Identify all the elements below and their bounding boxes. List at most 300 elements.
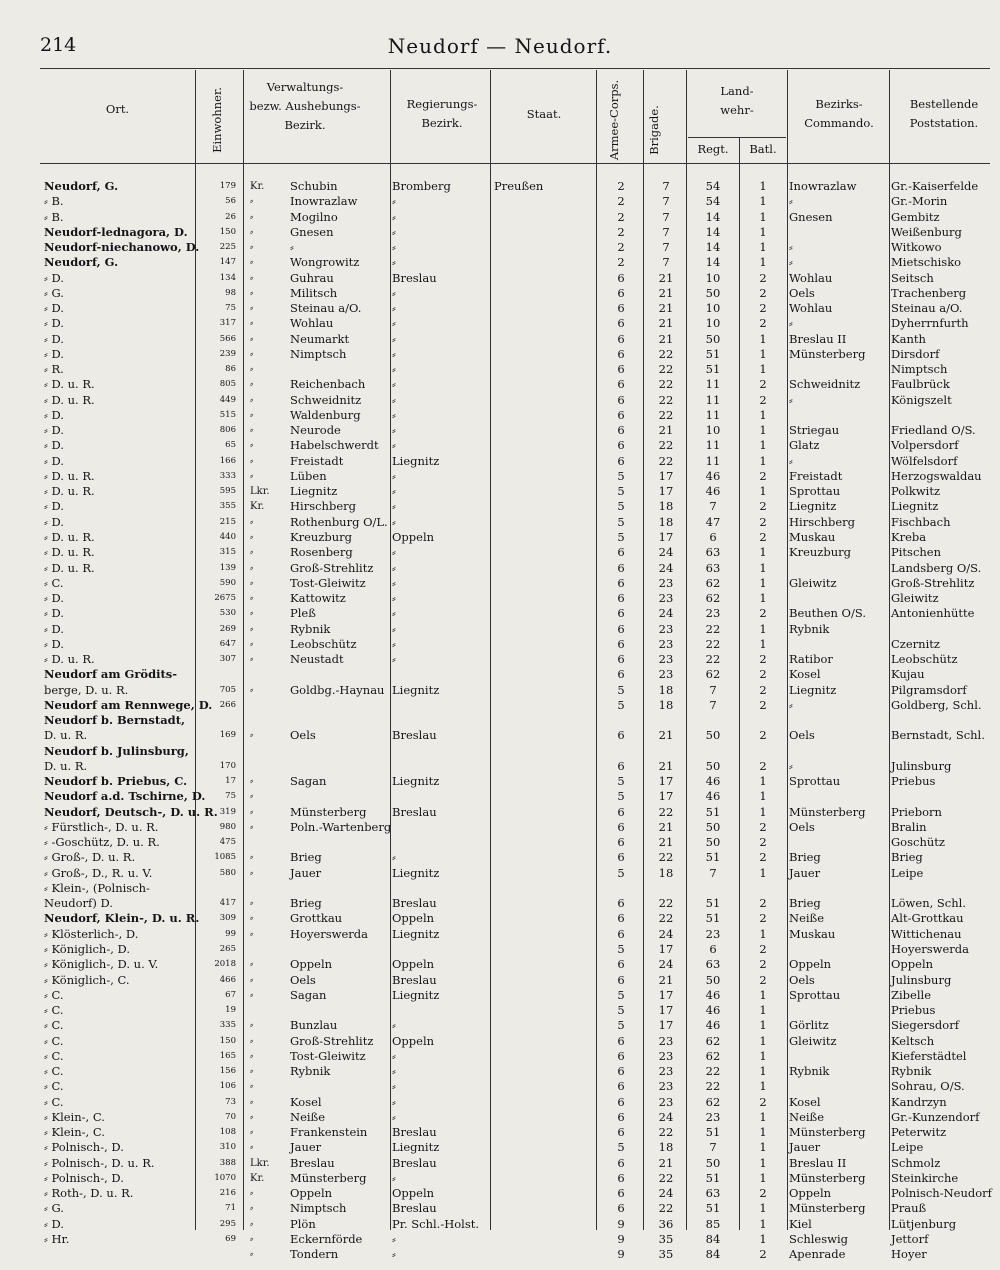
- cell-bt: 1: [759, 209, 767, 224]
- cell-ak: 5: [617, 1018, 625, 1033]
- cell-rg: ⸗: [392, 636, 396, 651]
- cell-ps: Königszelt: [891, 392, 952, 407]
- cell-bz: Eckernförde: [290, 1231, 363, 1246]
- cell-ew: 417: [219, 898, 236, 909]
- cell-ew: 265: [219, 944, 236, 954]
- cell-bc: Neiße: [789, 1109, 825, 1124]
- header-landwehr-2: wehr-: [720, 103, 754, 117]
- cell-ak: 2: [617, 209, 625, 224]
- cell-ab: ⸗: [250, 791, 254, 803]
- cell-rg: ⸗: [392, 499, 396, 514]
- cell-bz: Schweidnitz: [290, 392, 362, 407]
- cell-bc: Kiel: [789, 1216, 812, 1231]
- cell-bz: Sagan: [290, 774, 327, 789]
- cell-ak: 6: [617, 606, 625, 621]
- cell-bg: 17: [658, 484, 674, 499]
- cell-bz: Habelschwerdt: [290, 438, 379, 453]
- cell-bc: Neiße: [789, 911, 825, 926]
- cell-bg: 22: [658, 362, 674, 377]
- cell-ab: ⸗: [250, 959, 254, 971]
- cell-ew: 1070: [214, 1172, 236, 1183]
- cell-bg: 17: [658, 529, 674, 544]
- cell-ab: ⸗: [250, 455, 254, 467]
- cell-ak: 5: [617, 942, 625, 956]
- cell-ab: ⸗: [250, 821, 254, 833]
- header-regierung-1: Regierungs-: [406, 97, 478, 111]
- cell-bt: 1: [759, 255, 767, 270]
- cell-bg: 17: [658, 774, 674, 789]
- cell-rg: Breslau: [392, 270, 437, 285]
- cell-bt: 2: [759, 850, 767, 865]
- cell-bc: Muskau: [789, 926, 836, 941]
- cell-ort: ⸗ G.: [44, 285, 64, 300]
- cell-rt: 51: [705, 850, 721, 865]
- cell-rg: Liegnitz: [392, 682, 440, 697]
- cell-bz: Hoyerswerda: [290, 926, 369, 941]
- cell-ort: D. u. R.: [44, 728, 88, 743]
- cell-bc: ⸗: [789, 697, 793, 712]
- cell-bc: ⸗: [789, 255, 793, 270]
- cell-bg: 21: [658, 1155, 674, 1170]
- cell-bz: Plön: [290, 1216, 316, 1231]
- cell-bz: Bunzlau: [290, 1018, 338, 1033]
- cell-ort: ⸗ D. u. R.: [44, 377, 95, 392]
- cell-rt: 84: [705, 1247, 721, 1262]
- cell-bg: 24: [658, 545, 674, 560]
- cell-ew: 580: [219, 867, 236, 878]
- cell-bz: Lüben: [290, 468, 327, 483]
- cell-ab: ⸗: [250, 776, 254, 788]
- cell-bt: 2: [759, 392, 767, 407]
- cell-ort: Neudorf am Grödits-: [44, 667, 178, 682]
- cell-rt: 50: [705, 1155, 721, 1170]
- cell-bt: 1: [759, 1201, 767, 1216]
- cell-ab: Kr.: [250, 501, 265, 513]
- cell-rt: 46: [705, 1018, 721, 1033]
- cell-bt: 2: [759, 819, 767, 834]
- cell-ab: ⸗: [250, 806, 254, 818]
- cell-bc: Münsterberg: [789, 1201, 866, 1216]
- cell-ew: 73: [225, 1096, 236, 1107]
- cell-rg: ⸗: [392, 575, 396, 590]
- cell-bg: 22: [658, 438, 674, 453]
- cell-ew: 179: [219, 181, 236, 191]
- cell-bz: Kattowitz: [290, 591, 346, 606]
- cell-bg: 24: [658, 560, 674, 575]
- cell-rg: Breslau: [392, 728, 437, 743]
- cell-ab: ⸗: [250, 989, 254, 1001]
- cell-ab: ⸗: [250, 242, 254, 254]
- cell-bc: ⸗: [789, 392, 793, 407]
- cell-ak: 2: [617, 224, 625, 239]
- cell-ps: Leobschütz: [891, 652, 958, 667]
- cell-ab: ⸗: [250, 593, 254, 605]
- cell-ort: ⸗ D.: [44, 499, 64, 514]
- cell-bg: 18: [658, 865, 674, 880]
- cell-ps: Oppeln: [891, 957, 934, 972]
- cell-rt: 11: [705, 392, 721, 407]
- cell-ak: 5: [617, 774, 625, 789]
- cell-bt: 2: [759, 316, 767, 331]
- cell-ew: 805: [219, 379, 236, 390]
- cell-ab: ⸗: [250, 608, 254, 620]
- cell-rt: 7: [709, 1140, 717, 1155]
- cell-rt: 7: [709, 682, 717, 697]
- cell-ew: 475: [219, 837, 236, 848]
- cell-ort: Neudorf-lednagora, D.: [44, 224, 188, 239]
- cell-ab: ⸗: [250, 1020, 254, 1032]
- cell-bt: 1: [759, 438, 767, 453]
- cell-rg: Liegnitz: [392, 987, 440, 1002]
- cell-ort: Neudorf, G.: [44, 255, 119, 270]
- cell-ak: 6: [617, 392, 625, 407]
- cell-bz: Poln.-Wartenberg: [290, 819, 392, 834]
- cell-ak: 6: [617, 758, 625, 773]
- cell-ab: ⸗: [250, 1035, 254, 1047]
- cell-ak: 6: [617, 575, 625, 590]
- cell-ak: 6: [617, 896, 625, 911]
- cell-rg: ⸗: [392, 224, 396, 239]
- cell-rt: 46: [705, 468, 721, 483]
- cell-ew: 170: [219, 760, 236, 771]
- cell-bz: Jauer: [290, 1140, 322, 1155]
- cell-rg: ⸗: [392, 438, 396, 453]
- cell-bt: 2: [759, 942, 767, 956]
- cell-rt: 62: [705, 667, 721, 682]
- cell-ps: Siegersdorf: [891, 1018, 959, 1033]
- cell-ak: 6: [617, 560, 625, 575]
- cell-bt: 1: [759, 575, 767, 590]
- cell-ak: 5: [617, 682, 625, 697]
- cell-rt: 50: [705, 835, 721, 850]
- cell-ab: ⸗: [250, 1111, 254, 1123]
- cell-ew: 71: [225, 1203, 236, 1214]
- cell-ort: ⸗ Klein-, C.: [44, 1109, 105, 1124]
- cell-rt: 50: [705, 728, 721, 743]
- cell-rg: ⸗: [392, 1231, 396, 1246]
- header-verwaltung-1: Verwaltungs-: [266, 80, 344, 94]
- cell-ort: ⸗ D.: [44, 1216, 64, 1231]
- cell-ak: 6: [617, 911, 625, 926]
- cell-ew: 355: [219, 501, 236, 512]
- cell-bz: Gnesen: [290, 224, 334, 239]
- cell-bc: Muskau: [789, 529, 836, 544]
- cell-bc: Hirschberg: [789, 514, 855, 529]
- cell-rg: ⸗: [392, 285, 396, 300]
- cell-bz: Inowrazlaw: [290, 194, 358, 209]
- header-rule: [40, 163, 990, 164]
- cell-rg: Breslau: [392, 972, 437, 987]
- cell-bt: 1: [759, 1079, 767, 1094]
- cell-ort: D. u. R.: [44, 758, 88, 773]
- cell-ort: Neudorf b. Priebus, C.: [44, 774, 188, 789]
- cell-bg: 21: [658, 728, 674, 743]
- cell-bg: 24: [658, 957, 674, 972]
- cell-ps: Gembitz: [891, 209, 940, 224]
- cell-ak: 2: [617, 240, 625, 255]
- cell-rt: 6: [709, 529, 717, 544]
- cell-ps: Steinau a/O.: [891, 301, 963, 316]
- cell-bg: 23: [658, 667, 674, 682]
- cell-bt: 2: [759, 896, 767, 911]
- cell-bt: 1: [759, 331, 767, 346]
- cell-ew: 335: [219, 1020, 236, 1031]
- cell-rt: 7: [709, 499, 717, 514]
- cell-bz: Kosel: [290, 1094, 322, 1109]
- cell-ort: ⸗ Klösterlich-, D.: [44, 926, 139, 941]
- cell-bt: 1: [759, 865, 767, 880]
- cell-ab: ⸗: [250, 928, 254, 940]
- cell-rt: 11: [705, 438, 721, 453]
- cell-ak: 6: [617, 285, 625, 300]
- cell-rt: 10: [705, 423, 721, 438]
- header-armee: Armee-Corps.: [607, 79, 621, 161]
- header-ps-1: Bestellende: [909, 97, 979, 111]
- cell-bz: ⸗: [290, 240, 294, 255]
- cell-bz: Rybnik: [290, 621, 331, 636]
- cell-ab: ⸗: [250, 394, 254, 406]
- cell-bt: 2: [759, 1186, 767, 1201]
- cell-ps: Volpersdorf: [891, 438, 959, 453]
- cell-ps: Julinsburg: [891, 758, 952, 773]
- cell-ab: ⸗: [250, 470, 254, 482]
- cell-ab: ⸗: [250, 974, 254, 986]
- cell-ort: ⸗ D.: [44, 453, 64, 468]
- cell-ab: ⸗: [250, 272, 254, 284]
- cell-bz: Mogilno: [290, 209, 338, 224]
- cell-ew: 590: [219, 577, 236, 588]
- cell-bt: 2: [759, 606, 767, 621]
- cell-ps: Faulbrück: [891, 377, 950, 392]
- cell-ps: Fischbach: [891, 514, 951, 529]
- cell-ort: ⸗ C.: [44, 1018, 64, 1033]
- cell-bt: 2: [759, 499, 767, 514]
- cell-ab: ⸗: [250, 379, 254, 391]
- cell-ak: 6: [617, 972, 625, 987]
- cell-ew: 315: [219, 547, 236, 558]
- cell-bc: Oels: [789, 285, 815, 300]
- cell-ps: Friedland O/S.: [891, 423, 976, 438]
- cell-ak: 6: [617, 652, 625, 667]
- cell-bz: Tost-Gleiwitz: [290, 1048, 366, 1063]
- cell-rg: Oppeln: [392, 1186, 435, 1201]
- cell-ps: Seitsch: [891, 270, 934, 285]
- cell-bc: ⸗: [789, 194, 793, 209]
- cell-rt: 10: [705, 316, 721, 331]
- cell-ab: ⸗: [250, 196, 254, 208]
- cell-rg: ⸗: [392, 240, 396, 255]
- cell-bc: Rybnik: [789, 1064, 830, 1079]
- cell-bz: Münsterberg: [290, 804, 367, 819]
- cell-bc: Sprottau: [789, 484, 841, 499]
- cell-ort: Neudorf) D.: [44, 896, 113, 911]
- cell-bg: 17: [658, 1003, 674, 1018]
- cell-bg: 22: [658, 1125, 674, 1140]
- header-einwohner: Einwohner.: [210, 87, 224, 153]
- cell-bc: Ratibor: [789, 652, 833, 667]
- cell-ps: Gleiwitz: [891, 591, 939, 606]
- cell-bg: 24: [658, 926, 674, 941]
- cell-rt: 7: [709, 697, 717, 712]
- cell-bg: 23: [658, 1064, 674, 1079]
- cell-ps: Kanth: [891, 331, 926, 346]
- cell-bt: 1: [759, 1140, 767, 1155]
- cell-bg: 23: [658, 636, 674, 651]
- cell-bz: Freistadt: [290, 453, 344, 468]
- cell-ew: 388: [219, 1157, 236, 1168]
- cell-ak: 9: [617, 1216, 625, 1231]
- cell-ps: Bralin: [891, 819, 927, 834]
- cell-ps: Pitschen: [891, 545, 941, 560]
- cell-bg: 7: [662, 209, 670, 224]
- cell-ab: ⸗: [250, 516, 254, 528]
- cell-ort: Neudorf a.d. Tschirne, D.: [44, 789, 206, 804]
- cell-ort: Neudorf b. Bernstadt,: [44, 713, 186, 728]
- cell-rg: Oppeln: [392, 529, 435, 544]
- cell-rg: Breslau: [392, 896, 437, 911]
- cell-rg: ⸗: [392, 346, 396, 361]
- cell-bg: 24: [658, 1109, 674, 1124]
- cell-ab: ⸗: [250, 409, 254, 421]
- cell-ps: Hoyer: [891, 1247, 927, 1262]
- cell-bg: 23: [658, 1079, 674, 1094]
- header-verwaltung-2: bezw. Aushebungs-: [249, 99, 361, 113]
- cell-rt: 62: [705, 1033, 721, 1048]
- cell-ort: ⸗ Hr.: [44, 1231, 70, 1246]
- cell-bz: Nimptsch: [290, 346, 347, 361]
- cell-rt: 22: [705, 1064, 721, 1079]
- cell-bc: Freistadt: [789, 468, 843, 483]
- cell-rt: 50: [705, 972, 721, 987]
- cell-rt: 14: [705, 209, 721, 224]
- cell-bc: Jauer: [789, 1140, 821, 1155]
- cell-bc: Jauer: [789, 865, 821, 880]
- cell-rt: 10: [705, 301, 721, 316]
- cell-rg: Liegnitz: [392, 453, 440, 468]
- cell-bg: 24: [658, 1186, 674, 1201]
- cell-bt: 1: [759, 453, 767, 468]
- cell-ab: ⸗: [250, 730, 254, 742]
- page-number: 214: [40, 34, 77, 56]
- cell-ak: 5: [617, 499, 625, 514]
- cell-bz: Hirschberg: [290, 499, 356, 514]
- cell-ak: 9: [617, 1231, 625, 1246]
- cell-bg: 7: [662, 179, 670, 193]
- cell-bc: Schweidnitz: [789, 377, 861, 392]
- cell-ak: 2: [617, 194, 625, 209]
- cell-ab: ⸗: [250, 1096, 254, 1108]
- cell-rg: ⸗: [392, 392, 396, 407]
- cell-rt: 7: [709, 865, 717, 880]
- cell-bz: Liegnitz: [290, 484, 338, 499]
- cell-ak: 6: [617, 1170, 625, 1185]
- cell-ps: Steinkirche: [891, 1170, 959, 1185]
- cell-ort: ⸗ Polnisch-, D.: [44, 1140, 124, 1155]
- cell-bz: Wohlau: [290, 316, 334, 331]
- cell-ew: 147: [219, 257, 236, 268]
- cell-ps: Löwen, Schl.: [891, 896, 966, 911]
- running-header: [0, 34, 1000, 62]
- cell-bz: Grottkau: [290, 911, 343, 926]
- cell-ort: ⸗ D.: [44, 301, 64, 316]
- cell-ort: Neudorf am Rennwege, D.: [44, 697, 213, 712]
- cell-ak: 6: [617, 407, 625, 422]
- cell-rg: Pr. Schl.-Holst.: [392, 1216, 480, 1231]
- cell-bz: Schubin: [290, 179, 338, 193]
- cell-ort: ⸗ C.: [44, 1064, 64, 1079]
- running-title: Neudorf — Neudorf.: [387, 34, 613, 58]
- cell-bz: Frankenstein: [290, 1125, 368, 1140]
- cell-ps: Wittichenau: [891, 926, 962, 941]
- cell-bz: Steinau a/O.: [290, 301, 362, 316]
- cell-bg: 21: [658, 285, 674, 300]
- cell-ort: ⸗ D.: [44, 438, 64, 453]
- cell-bz: Oels: [290, 728, 316, 743]
- cell-bg: 7: [662, 255, 670, 270]
- cell-ew: 99: [225, 928, 236, 939]
- cell-rt: 54: [705, 194, 721, 209]
- cell-ab: Kr.: [250, 181, 265, 192]
- cell-ak: 6: [617, 270, 625, 285]
- cell-ew: 466: [219, 974, 236, 985]
- cell-ps: Goschütz: [891, 835, 945, 850]
- cell-ps: Weißenburg: [891, 224, 962, 239]
- header-bc-1: Bezirks-: [815, 97, 863, 111]
- cell-bg: 22: [658, 1201, 674, 1216]
- cell-ew: 65: [225, 440, 236, 451]
- cell-ab: ⸗: [250, 684, 254, 696]
- header-landwehr-1: Land-: [720, 84, 754, 98]
- header-ort-label: Ort.: [105, 102, 130, 116]
- cell-ew: 150: [219, 226, 236, 237]
- cell-ps: Liegnitz: [891, 499, 939, 514]
- cell-ab: ⸗: [250, 257, 254, 269]
- cell-ort: Neudorf, Klein-, D. u. R.: [44, 911, 200, 926]
- cell-ak: 6: [617, 545, 625, 560]
- cell-ak: 6: [617, 1109, 625, 1124]
- cell-ort: ⸗ Groß-, D., R. u. V.: [44, 865, 153, 880]
- cell-rt: 47: [705, 514, 721, 529]
- cell-ps: Groß-Strehlitz: [891, 575, 975, 590]
- cell-bg: 35: [658, 1247, 674, 1262]
- cell-bc: Münsterberg: [789, 1170, 866, 1185]
- cell-ak: 5: [617, 514, 625, 529]
- cell-bz: Jauer: [290, 865, 322, 880]
- cell-bg: 23: [658, 591, 674, 606]
- cell-ab: Lkr.: [250, 1157, 270, 1169]
- cell-ps: Kreba: [891, 529, 927, 544]
- cell-ak: 6: [617, 1201, 625, 1216]
- cell-rg: ⸗: [392, 468, 396, 483]
- cell-ort: ⸗ C.: [44, 987, 64, 1002]
- cell-ak: 6: [617, 301, 625, 316]
- cell-bt: 1: [759, 1018, 767, 1033]
- cell-ew: 530: [219, 608, 236, 619]
- cell-ps: Brieg: [891, 850, 923, 865]
- cell-ps: Leipe: [891, 865, 924, 880]
- cell-bc: Oppeln: [789, 1186, 832, 1201]
- cell-ort: ⸗ D.: [44, 316, 64, 331]
- cell-ps: Czernitz: [891, 636, 940, 651]
- cell-ab: ⸗: [250, 1249, 254, 1261]
- cell-bt: 1: [759, 224, 767, 239]
- cell-bg: 22: [658, 453, 674, 468]
- cell-ak: 6: [617, 331, 625, 346]
- cell-rg: ⸗: [392, 194, 396, 209]
- cell-ps: Lütjenburg: [891, 1216, 957, 1231]
- cell-bt: 1: [759, 423, 767, 438]
- cell-bg: 36: [658, 1216, 674, 1231]
